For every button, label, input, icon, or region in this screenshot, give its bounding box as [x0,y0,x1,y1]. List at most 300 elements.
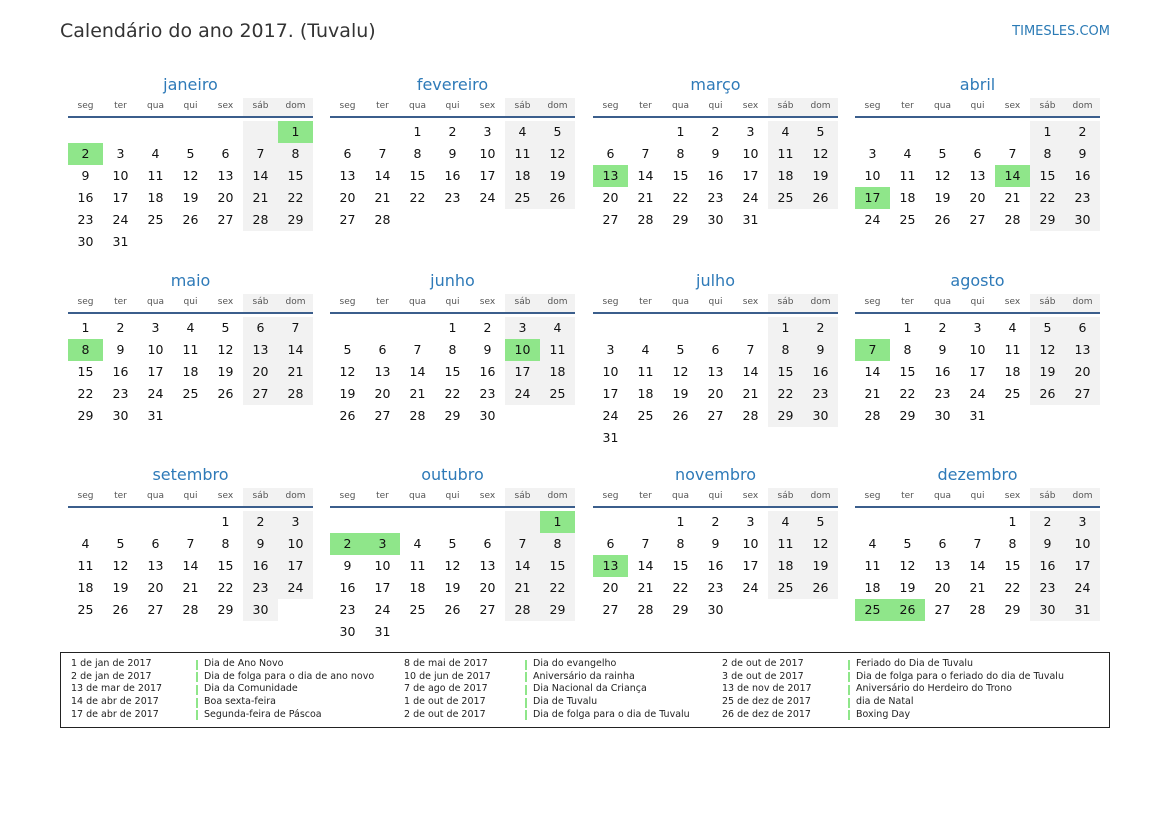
page-title: Calendário do ano 2017. (Tuvalu) [60,20,376,42]
empty-day-cell [540,209,575,231]
weekday-header-row [855,98,1100,118]
day-cell: 24 [278,577,313,599]
day-cell: 9 [116,342,125,357]
weekday-header: seg [339,297,356,307]
day-cell: 13 [1065,339,1100,361]
empty-day-cell [890,121,925,143]
week-row [855,599,1100,621]
day-cell: 14 [505,555,540,577]
day-cell: 28 [742,408,759,423]
day-cell: 5 [448,536,457,551]
day-cell: 1 [448,320,457,335]
month-title: maio [170,271,211,290]
day-cell: 25 [182,386,199,401]
weekday-header: sex [1004,297,1021,307]
day-cell: 15 [217,558,234,573]
day-cell: 10 [602,364,619,379]
weekday-header-row [330,294,575,314]
legend-date: 8 de mai de 2017 [404,658,488,669]
day-cell: 19 [1030,361,1065,383]
weekday-header: qua [672,297,689,307]
day-cell: 3 [606,342,615,357]
day-cell: 28 [637,602,654,617]
day-cell: 8 [540,533,575,555]
empty-day-cell [890,511,925,533]
empty-day-cell [733,599,768,621]
holiday-day-cell: 17 [855,187,890,209]
day-cell: 8 [903,342,912,357]
day-cell: 25 [409,602,426,617]
empty-day-cell [400,621,435,643]
empty-day-cell [330,511,365,533]
weekday-header-row [855,488,1100,508]
day-cell: 23 [934,386,951,401]
day-cell: 5 [1030,317,1065,339]
week-row [68,599,313,621]
day-cell: 9 [1030,533,1065,555]
weekday-header: seg [77,297,94,307]
legend-holiday-name: Dia do evangelho [533,658,617,669]
day-cell: 2 [448,124,457,139]
weekday-header-row [593,488,838,508]
day-cell: 22 [1004,580,1021,595]
day-cell: 28 [969,602,986,617]
day-cell: 15 [1004,558,1021,573]
week-row [330,405,575,427]
month-title: junho [430,271,475,290]
day-cell: 10 [1065,533,1100,555]
empty-day-cell [330,317,365,339]
empty-day-cell [925,121,960,143]
day-cell: 9 [711,536,720,551]
day-cell: 30 [1065,209,1100,231]
day-cell: 20 [374,386,391,401]
month-junho [330,270,575,427]
weekday-header: qui [183,297,198,307]
day-cell: 26 [672,408,689,423]
day-cell: 17 [602,386,619,401]
legend-date: 10 de jun de 2017 [404,670,491,682]
day-cell: 27 [969,212,986,227]
weekday-header: dom [278,294,313,312]
month-title: março [690,75,741,94]
weekday-header: dom [803,98,838,116]
weekday-header: sex [217,491,234,501]
day-cell: 5 [803,511,838,533]
day-cell: 11 [182,342,199,357]
empty-day-cell [435,621,470,643]
day-cell: 5 [540,121,575,143]
weekday-header: sáb [1030,294,1065,312]
day-cell: 30 [339,624,356,639]
week-row [330,187,575,209]
day-cell: 8 [676,146,685,161]
empty-day-cell [435,511,470,533]
day-cell: 2 [483,320,492,335]
day-cell: 12 [934,168,951,183]
weekday-header: qui [445,297,460,307]
empty-day-cell [505,209,540,231]
day-cell: 24 [742,580,759,595]
day-cell: 30 [479,408,496,423]
holiday-day-cell: 3 [365,533,400,555]
day-cell: 6 [221,146,230,161]
day-cell: 26 [444,602,461,617]
day-cell: 16 [339,580,356,595]
day-cell: 16 [479,364,496,379]
day-cell: 30 [803,405,838,427]
legend-holiday-name: dia de Natal [856,696,914,708]
day-cell: 24 [602,408,619,423]
day-cell: 11 [1004,342,1021,357]
day-cell: 25 [637,408,654,423]
week-row [330,599,575,621]
holiday-day-cell: 2 [330,533,365,555]
holiday-day-cell: 25 [855,599,890,621]
weekday-header: qui [445,101,460,111]
weekday-header: sex [742,491,759,501]
month-julho [593,270,838,449]
month-fevereiro [330,74,575,231]
month-title: abril [959,75,996,94]
weekday-header: ter [901,491,914,501]
weekday-header-row [855,294,1100,314]
month-dezembro [855,464,1100,621]
day-cell: 12 [112,558,129,573]
weekday-header: qui [183,101,198,111]
day-cell: 15 [409,168,426,183]
weekday-header: qua [147,101,164,111]
week-row [593,339,838,361]
day-cell: 7 [186,536,195,551]
day-cell: 23 [803,383,838,405]
day-cell: 2 [1030,511,1065,533]
empty-day-cell [663,427,698,449]
empty-day-cell [698,317,733,339]
week-row [593,187,838,209]
day-cell: 15 [1030,165,1065,187]
day-cell: 11 [505,143,540,165]
weekday-header: qui [445,491,460,501]
day-cell: 28 [505,599,540,621]
weekday-header: ter [639,297,652,307]
weekday-header: seg [864,101,881,111]
empty-day-cell [400,511,435,533]
day-cell: 4 [641,342,650,357]
legend-color-marker [525,698,527,708]
day-cell: 5 [903,536,912,551]
day-cell: 1 [768,317,803,339]
day-cell: 26 [182,212,199,227]
weekday-header: sex [217,101,234,111]
legend-color-marker [525,672,527,682]
weekday-header: dom [540,488,575,506]
day-cell: 31 [147,408,164,423]
holiday-day-cell: 10 [505,339,540,361]
day-cell: 20 [934,580,951,595]
weekday-header: sáb [243,98,278,116]
holiday-day-cell: 2 [68,143,103,165]
day-cell: 25 [505,187,540,209]
weekday-header: sex [479,101,496,111]
week-row [593,599,838,621]
day-cell: 17 [742,168,759,183]
day-cell: 22 [1030,187,1065,209]
week-row [330,555,575,577]
legend-color-marker [848,660,850,670]
day-cell: 9 [448,146,457,161]
day-cell: 24 [374,602,391,617]
empty-day-cell [173,121,208,143]
day-cell: 5 [803,121,838,143]
day-cell: 22 [444,386,461,401]
week-row [68,555,313,577]
day-cell: 17 [374,580,391,595]
day-cell: 9 [81,168,90,183]
day-cell: 7 [746,342,755,357]
legend-holiday-name: Dia de Tuvalu [533,696,598,708]
week-row [330,577,575,599]
day-cell: 28 [278,383,313,405]
week-row [593,209,838,231]
empty-day-cell [243,231,278,253]
empty-day-cell [470,209,505,231]
week-row [855,165,1100,187]
day-cell: 27 [602,602,619,617]
day-cell: 7 [413,342,422,357]
weekday-header: sáb [243,488,278,506]
day-cell: 30 [707,602,724,617]
day-cell: 5 [186,146,195,161]
day-cell: 19 [112,580,129,595]
day-cell: 16 [1065,165,1100,187]
weekday-header: qua [934,491,951,501]
day-cell: 18 [409,580,426,595]
day-cell: 19 [672,386,689,401]
holiday-legend [60,652,1110,728]
empty-day-cell [243,405,278,427]
day-cell: 22 [672,190,689,205]
empty-day-cell [68,121,103,143]
day-cell: 23 [707,580,724,595]
holiday-day-cell: 14 [995,165,1030,187]
day-cell: 7 [973,536,982,551]
empty-day-cell [138,231,173,253]
day-cell: 21 [374,190,391,205]
weekday-header: qua [934,101,951,111]
legend-date: 7 de ago de 2017 [404,683,488,695]
week-row [593,165,838,187]
holiday-day-cell: 8 [68,339,103,361]
empty-day-cell [470,511,505,533]
day-cell: 19 [217,364,234,379]
day-cell: 12 [1030,339,1065,361]
day-cell: 19 [934,190,951,205]
day-cell: 17 [479,168,496,183]
day-cell: 4 [413,536,422,551]
day-cell: 30 [112,408,129,423]
day-cell: 16 [707,168,724,183]
day-cell: 3 [746,124,755,139]
empty-day-cell [138,511,173,533]
empty-day-cell [803,209,838,231]
day-cell: 21 [1004,190,1021,205]
weekday-header: dom [278,98,313,116]
legend-holiday-name: Dia de folga para o dia de Tuvalu [533,708,690,720]
day-cell: 18 [864,580,881,595]
holiday-day-cell: 7 [855,339,890,361]
day-cell: 21 [864,386,881,401]
day-cell: 23 [1030,577,1065,599]
weekday-header: dom [1065,98,1100,116]
day-cell: 14 [243,165,278,187]
day-cell: 10 [742,146,759,161]
day-cell: 20 [147,580,164,595]
day-cell: 20 [1065,361,1100,383]
day-cell: 26 [803,187,838,209]
day-cell: 29 [1004,602,1021,617]
weekday-header: ter [901,101,914,111]
empty-day-cell [173,231,208,253]
day-cell: 20 [602,190,619,205]
day-cell: 21 [278,361,313,383]
week-row [68,405,313,427]
legend-color-marker [196,685,198,695]
weekday-header: qua [147,491,164,501]
day-cell: 2 [711,124,720,139]
weekday-header: ter [114,101,127,111]
day-cell: 18 [899,190,916,205]
day-cell: 6 [606,536,615,551]
empty-day-cell [278,405,313,427]
empty-day-cell [365,317,400,339]
day-cell: 8 [278,143,313,165]
day-cell: 18 [637,386,654,401]
day-cell: 11 [768,143,803,165]
day-cell: 20 [969,190,986,205]
legend-color-marker [848,672,850,682]
empty-day-cell [855,317,890,339]
empty-day-cell [173,511,208,533]
weekday-header: sex [217,297,234,307]
day-cell: 6 [1065,317,1100,339]
day-cell: 21 [409,386,426,401]
day-cell: 11 [864,558,881,573]
empty-day-cell [400,209,435,231]
day-cell: 6 [343,146,352,161]
day-cell: 17 [112,190,129,205]
weekday-header: seg [339,101,356,111]
weekday-header: sáb [768,98,803,116]
day-cell: 31 [969,408,986,423]
day-cell: 12 [444,558,461,573]
day-cell: 15 [672,558,689,573]
weekday-header: sáb [768,488,803,506]
day-cell: 4 [868,536,877,551]
day-cell: 6 [483,536,492,551]
legend-date: 1 de jan de 2017 [71,658,152,669]
day-cell: 26 [1030,383,1065,405]
day-cell: 25 [77,602,94,617]
calendar-grid [68,74,1103,642]
day-cell: 29 [672,602,689,617]
week-row [855,533,1100,555]
day-cell: 27 [243,383,278,405]
day-cell: 28 [374,212,391,227]
empty-day-cell [855,121,890,143]
weekday-header: dom [1065,294,1100,312]
day-cell: 10 [479,146,496,161]
day-cell: 22 [540,577,575,599]
empty-day-cell [995,405,1030,427]
month-novembro [593,464,838,621]
day-cell: 18 [768,555,803,577]
weekday-header: sáb [1030,98,1065,116]
weekday-header: ter [376,491,389,501]
empty-day-cell [540,621,575,643]
day-cell: 25 [768,577,803,599]
weekday-header-row [68,488,313,508]
day-cell: 12 [182,168,199,183]
day-cell: 29 [540,599,575,621]
empty-day-cell [593,121,628,143]
day-cell: 28 [243,209,278,231]
day-cell: 16 [803,361,838,383]
week-row [855,143,1100,165]
day-cell: 15 [278,165,313,187]
weekday-header: qua [672,491,689,501]
day-cell: 27 [339,212,356,227]
month-agosto [855,270,1100,427]
weekday-header: sáb [505,98,540,116]
day-cell: 16 [444,168,461,183]
day-cell: 10 [742,536,759,551]
day-cell: 6 [151,536,160,551]
day-cell: 11 [768,533,803,555]
week-row [855,383,1100,405]
day-cell: 19 [803,555,838,577]
legend-color-marker [848,710,850,720]
day-cell: 24 [479,190,496,205]
day-cell: 23 [707,190,724,205]
week-row [855,555,1100,577]
day-cell: 27 [934,602,951,617]
brand-link[interactable]: TIMESLES.COM [1012,24,1110,39]
day-cell: 27 [707,408,724,423]
day-cell: 11 [409,558,426,573]
day-cell: 14 [278,339,313,361]
day-cell: 1 [413,124,422,139]
week-row [68,361,313,383]
day-cell: 29 [899,408,916,423]
day-cell: 3 [278,511,313,533]
week-row [68,511,313,533]
day-cell: 23 [1065,187,1100,209]
empty-day-cell [855,511,890,533]
weekday-header: dom [278,488,313,506]
week-row [855,361,1100,383]
day-cell: 9 [711,146,720,161]
day-cell: 22 [409,190,426,205]
day-cell: 19 [803,165,838,187]
day-cell: 21 [969,580,986,595]
day-cell: 26 [339,408,356,423]
legend-date: 3 de out de 2017 [722,670,804,682]
legend-date: 25 de dez de 2017 [722,696,811,708]
empty-day-cell [925,511,960,533]
weekday-header: sáb [505,488,540,506]
day-cell: 28 [409,408,426,423]
